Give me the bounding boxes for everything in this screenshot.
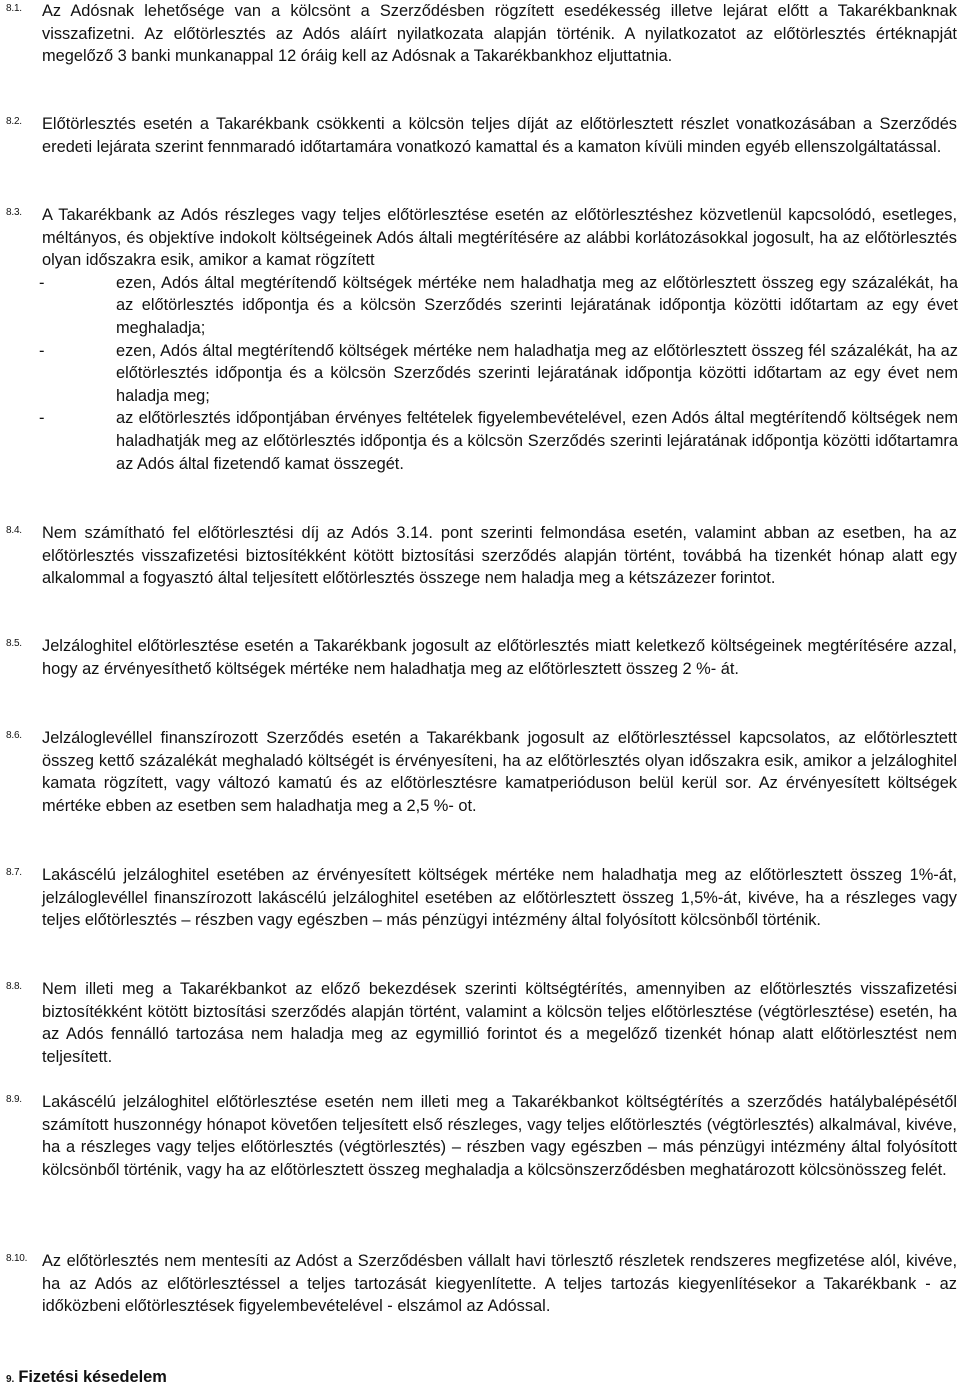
section-8-6 — [0, 727, 960, 817]
heading-number: 9. — [6, 1374, 15, 1385]
section-text: Lakáscélú jelzáloghitel előtörlesztése esetén nem illeti meg a Takarékbankot költségtérítés a szerződés hatálybalépésétől számított huszonnégy hónapot követően teljesített első részleges, vagy teljes előtörlesztés (végtörlesztés) alkalmával, kivéve, ha a részleges vagy teljes előtörlesztés (végtörlesztés) – részben vagy egészben – más pénzügyi intézmény által folyósított kölcsönből történik, vagy ha az előtörlesztett összeg meghaladja a kölcsönszerződésben meghatározott kölcsönösszeg felét. — [42, 1093, 957, 1179]
section-text: Előtörlesztés esetén a Takarékbank csökkenti a kölcsön teljes díját az előtörlesztett részlet vonatkozásában a Szerződés eredeti lejárata szerint fennmaradó időtartamára vonatkozó kamattal és a kamaton kívüli minden egyéb ellenszolgáltatással. — [42, 115, 957, 156]
section-heading — [6, 1366, 167, 1391]
section-text: Nem számítható fel előtörlesztési díj az Adós 3.14. pont szerinti felmondása esetén, valamint abban az esetben, ha az előtörlesztés visszafizetési biztosítékként kötött biztosítási szerződés alapján történt, továbbá ha tizenkét hónap alatt egy alkalommal a fogyasztó által teljesített előtörlesztés összege nem haladja meg a kétszázezer forintot. — [42, 524, 957, 588]
bullet-dash: - — [39, 409, 45, 428]
section-8-9 — [0, 1091, 960, 1181]
section-text: Nem illeti meg a Takarékbankot az előző bekezdések szerinti költségtérítés, amennyiben az előtörlesztés visszafizetési biztosítékként kötött biztosítási szerződés alapján történt, valamint a kölcsön teljes előtörlesztése (végtörlesztése) esetén, ha az Adós fennálló tartozása nem haladja meg az egymillió forintot és a megelőző tizenkét hónap alatt előtörlesztést nem teljesített. — [42, 980, 957, 1066]
section-number: 8.7. — [6, 867, 22, 878]
section-text: Az Adósnak lehetősége van a kölcsönt a Szerződésben rögzített esedékesség illetve lejárat előtt a Takarékbanknak visszafizetni. Az előtörlesztés az Adós aláírt nyilatkozata alapján történik. A nyilatkozatot az előtörlesztés értéknapját megelőző 3 banki munkanappal 12 óráig kell az Adósnak a Takarékbankhoz eljuttatnia. — [42, 2, 957, 66]
section-number: 8.8. — [6, 981, 22, 992]
section-8-2 — [0, 113, 960, 158]
section-8-3 — [0, 204, 960, 475]
list-item — [39, 340, 958, 408]
bullet-text: ezen, Adós által megtérítendő költségek mértéke nem haladhatja meg az előtörlesztett összeg fél százalékát, ha az előtörlesztés időpontja és a kölcsön Szerződés szerinti lejáratának időpontja közötti időtartam az egy évet nem haladja meg; — [116, 341, 958, 405]
bullet-text: az előtörlesztés időpontjában érvényes feltételek figyelembevételével, ezen Adós által megtérítendő költségek nem haladhatják meg az előtörlesztés időpontja és a kölcsön Szerződés szerinti lejáratának időpontja közötti időtartamra az Adós által fizetendő kamat összegét. — [116, 409, 958, 473]
section-text: Jelzáloglevéllel finanszírozott Szerződés esetén a Takarékbank jogosult az előtörlesztéssel kapcsolatos, az előtörlesztett összeg kettő százalékát meghaladó költségét is érvényesíteni, ha az előtörlesztés olyan időszakra esik, amikor a jelzáloghitel kamata rögzített, vagy változó kamatú és az előtörlesztésre kamatperióduson belül kerül sor. Az érvényesített költségek mértéke ebben az esetben sem haladhatja meg a 2,5 %- ot. — [42, 729, 957, 815]
bullet-text: ezen, Adós által megtérítendő költségek mértéke nem haladhatja meg az előtörlesztett összeg egy százalékát, ha az előtörlesztés időpontja és a kölcsön Szerződés szerinti lejáratának időpontja közötti időtartam az egy évet meghaladja; — [116, 273, 958, 337]
section-number: 8.6. — [6, 730, 22, 741]
bullet-dash: - — [39, 273, 45, 292]
section-text: Lakáscélú jelzáloghitel esetében az érvényesített költségek mértéke nem haladhatja meg az előtörlesztett összeg 1%-át, jelzáloglevéllel finanszírozott lakáscélú jelzáloghitel esetében az előtörlesztett összeg 1,5%-át, kivéve, ha a részleges vagy teljes előtörlesztés – részben vagy egészben – más pénzügyi intézmény által folyósított kölcsönből történik. — [42, 866, 957, 930]
section-8-5 — [0, 635, 960, 680]
section-8-8 — [0, 978, 960, 1068]
section-number: 8.4. — [6, 525, 22, 536]
section-8-7 — [0, 864, 960, 932]
section-text: A Takarékbank az Adós részleges vagy teljes előtörlesztése esetén az előtörlesztéshez közvetlenül kapcsolódó, esetleges, méltányos, és objektíve indokolt költségeinek Adós általi megtérítésére az alábbi korlátozásokkal jogosult, ha az előtörlesztés olyan időszakra esik, amikor a kamat rögzített — [42, 206, 957, 270]
section-number: 8.3. — [6, 207, 22, 218]
section-text: Jelzáloghitel előtörlesztése esetén a Takarékbank jogosult az előtörlesztés miatt keletkező költségeinek megtérítésére azzal, hogy az érvényesíthető költségek mértéke nem haladhatja meg az előtörlesztett összeg 2 %- át. — [42, 637, 957, 678]
section-number: 8.9. — [6, 1094, 22, 1105]
section-number: 8.5. — [6, 638, 22, 649]
section-number: 8.10. — [6, 1253, 28, 1264]
section-text: Az előtörlesztés nem mentesíti az Adóst a Szerződésben vállalt havi törlesztő részletek rendszeres megfizetése alól, kivéve, ha az Adós az előtörlesztéssel a teljes tartozását kiegyenlítette. A teljes tartozás kiegyenlítésekor a Takarékbank - az időközbeni előtörlesztések figyelembevételével - elszámol az Adóssal. — [42, 1252, 957, 1316]
list-item — [39, 272, 958, 340]
bullet-dash: - — [39, 341, 45, 360]
section-8-1 — [0, 0, 960, 68]
section-number: 8.1. — [6, 3, 22, 14]
bullet-list — [0, 272, 960, 475]
section-8-4 — [0, 522, 960, 590]
heading-title: Fizetési késedelem — [18, 1368, 167, 1386]
list-item — [39, 407, 958, 475]
section-8-10 — [0, 1250, 960, 1318]
section-number: 8.2. — [6, 116, 22, 127]
